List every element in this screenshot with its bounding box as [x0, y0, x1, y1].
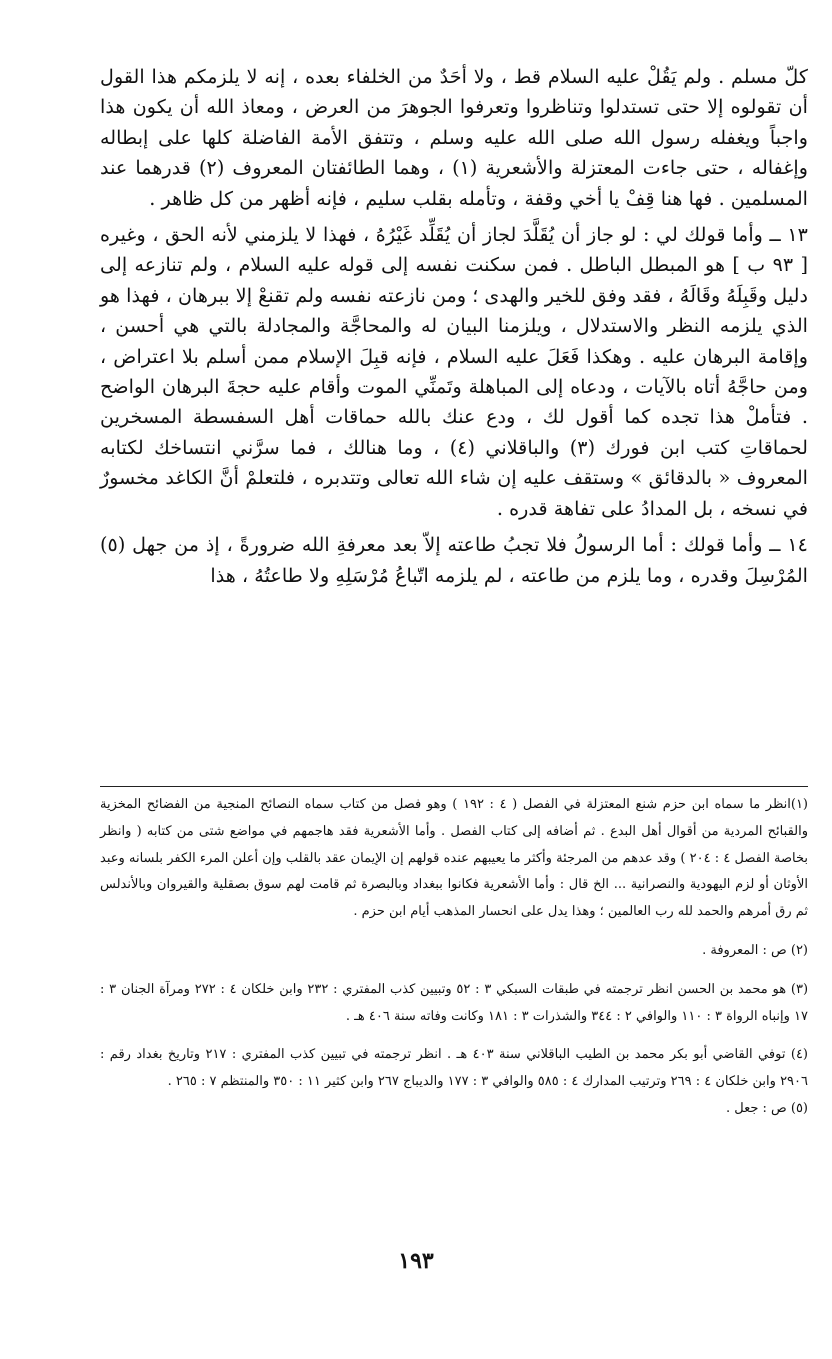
footnote-separator [100, 786, 808, 787]
footnote-2: (٢) ص : المعروفة . [702, 942, 808, 958]
main-text [100, 62, 808, 591]
paragraph-14: ١٤ ــ وأما قولك : أما الرسولُ فلا تجبُ طاعته إلاّ بعد معرفةِ الله ضرورةً ، إذ من جهل (٥) المُرْسِلَ وقدره ، وما يلزم من طاعته ، لم يلزمه اتّباعُ مُرْسَلِهِ ولا طاعتُهُ ، هذا [100, 533, 808, 587]
paragraph-13: ١٣ ــ وأما قولك لي : لو جاز أن يُقَلَّدَ لجاز أن يُقَلِّد غَيْرُهُ ، فهذا لا يلزمني لأنه الحق ، وغيره [ ٩٣ ب ] هو المبطل الباطل . فمن سكنت نفسه إلى قوله عليه السلام ، ولم تنازعه إلى دليل وقَبِلَهُ وقَالَهُ ، فقد وفق للخير والهدى ؛ ومن نازعته نفسه ولم تقنعْ إلا ببرهان ، فهذا هو الذي يلزمه النظر والاستدلال ، ويلزمنا البيان له والمحاجَّة والمجادلة بالتي هي أحسن ، وإقامة البرهان عليه . وهكذا فَعَلَ عليه السلام ، فإنه قبِلَ الإسلام ممن أسلم بلا اعتراض ، ومن حاجَّهُ أتاه بالآيات ، ودعاه إلى المباهلة وتَمنِّي الموت وأقام عليه حجةَ البرهان الواضح . فتأملْ هذا تجده كما أقول لك ، ودع عنك بالله حماقات أهل السفسطة المسخرين لحماقاتِ كتب ابن فورك (٣) والباقلاني (٤) ، وما هنالك ، فما سرَّني انتساخك لكتابه المعروف « بالدقائق » وستقف عليه إن شاء الله تعالى وتتدبره ، فلتعلمْ أنَّ الكاغد مخسورٌ في نسخه ، بل المدادُ على تفاهة قدره . [100, 223, 808, 520]
footnote-4: (٤) توفي القاضي أبو بكر محمد بن الطيب الباقلاني سنة ٤٠٣ هـ . انظر ترجمته في تبيين كذب المفتري : ٢١٧ وتاريخ بغداد رقم : ٢٩٠٦ وابن خلكان ٤ : ٢٦٩ وترتيب المدارك ٤ : ٥٨٥ والوافي ٣ : ١٧٧ والديباج ٢٦٧ وابن كثير ١١ : ٣٥٠ والمنتظم ٧ : ٢٦٥ . [100, 1047, 808, 1090]
footnote-3: (٣) هو محمد بن الحسن انظر ترجمته في طبقات السبكي ٣ : ٥٢ وتبيين كذب المفتري : ٢٣٢ وابن خلكان ٤ : ٢٧٢ ومرآة الجنان ٣ : ١٧ وإنباه الرواة ٣ : ١١٠ والوافي ٢ : ٣٤٤ والشذرات ٣ : ١٨١ وكانت وفاته سنة ٤٠٦ هـ . [100, 981, 809, 1024]
footnote-5: (٥) ص : جعل . [725, 1100, 808, 1116]
footnote-1: (١)انظر ما سماه ابن حزم شنع المعتزلة في الفصل ( ٤ : ١٩٢ ) وهو فصل من كتاب سماه النصائح المنجية من الفضائح المخزية والقبائح المردية من أقوال أهل البدع . ثم أضافه إلى كتاب الفصل . وأما الأشعرية فقد هاجمهم في مواضع شتى من كتابه ( وانظر بخاصة الفصل ٤ : ٢٠٤ ) وقد عدهم من المرجئة وأكثر ما يعيبهم عنده قولهم إن الإيمان عقد بالقلب وإن أعلن المرء الكفر بلسانه وعبد الأوثان أو لزم اليهودية والنصرانية ... الخ قال : وأما الأشعرية فكانوا ببغداد وبالبصرة ثم قامت لهم سوق بصقلية والقيروان وبالأندلس ثم رق أمرهم والحمد لله رب العالمين ؛ وهذا يدل على انحسار المذهب أيام ابن حزم . [100, 797, 808, 920]
footnotes [100, 792, 808, 1123]
paragraph-continuation: كلّ مسلم . ولم يَقُلْ عليه السلام قط ، ولا أحَدٌ من الخلفاء بعده ، إنه لا يلزمكم هذا القول أن تقولوه إلا حتى تستدلوا وتناظروا وتعرفوا الجوهرَ من العرض ، ومعاذ الله أن يكون هذا واجباً ويغفله رسول الله صلى الله عليه وسلم ، وتتفق الأمة الفاضلة كلها على إبطاله وإغفاله ، حتى جاءت المعتزلة والأشعرية (١) ، وهما الطائفتان المعروف (٢) قدرهما عند المسلمين . فها هنا قِفْ يا أخي وقفة ، وتأمله بقلب سليم ، فإنه أظهر من كل ظاهر . [100, 65, 809, 210]
page-number: ١٩٣ [398, 1248, 434, 1274]
